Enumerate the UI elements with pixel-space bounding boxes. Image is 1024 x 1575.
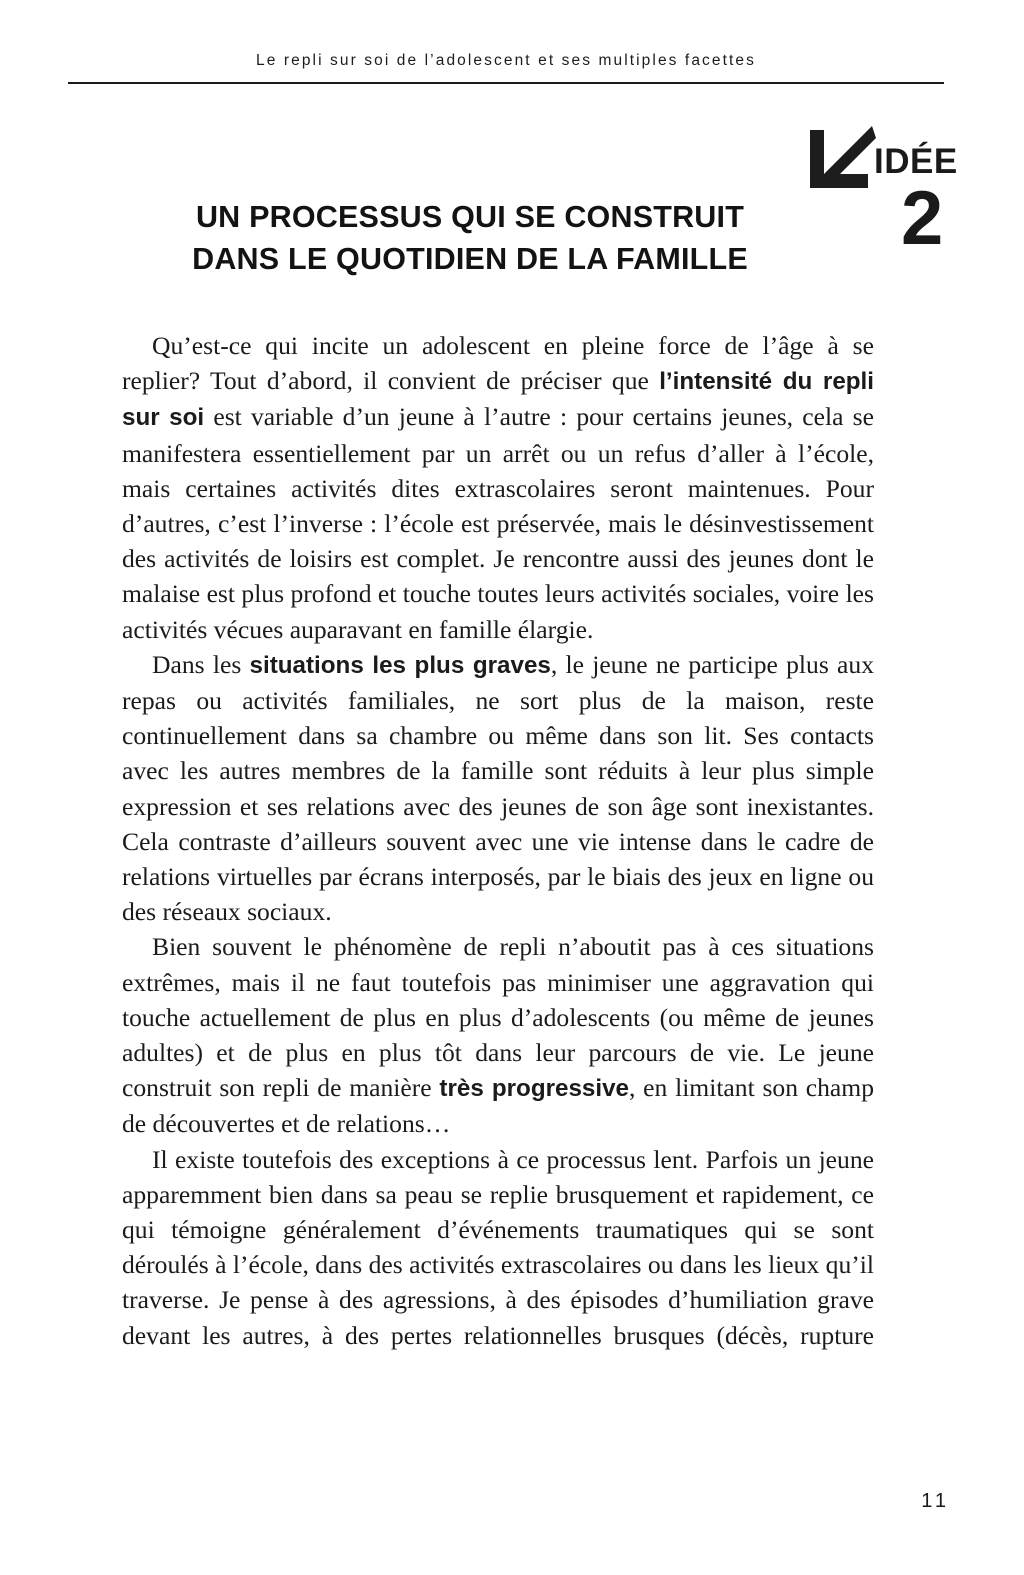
idea-number: 2 (901, 176, 944, 261)
paragraph-3-part-b: , en limitant son champ de découvertes et de relations… (122, 1073, 874, 1139)
paragraph-1-emphasis: l’intensité du repli sur soi (122, 368, 874, 432)
body-text (122, 328, 874, 1353)
running-head: Le repli sur soi de l’adolescent et ses multiples facettes (255, 52, 757, 69)
paragraph-3-emphasis: très progressive (439, 1075, 629, 1103)
paragraph-2 (122, 647, 874, 930)
page-number: 11 (921, 1490, 950, 1512)
header-rule (68, 82, 944, 84)
page-title-line-1: UN PROCESSUS QUI SE CONSTRUIT (195, 200, 745, 235)
paragraph-1 (122, 328, 874, 647)
paragraph-2-part-a: Dans les (152, 649, 250, 679)
paragraph-3-part-a: Bien souvent le phénomène de repli n’aboutit pas à ces situations extrêmes, mais il ne faut toutefois pas minimiser une aggravation qui touche actuellement de plus en plus d’adolescents (ou même de jeunes adultes) et de plus en plus tôt dans leur parcours de vie. Le jeune construit son repli de manière (122, 932, 874, 1103)
page-title (120, 196, 820, 280)
paragraph-2-part-b: , le jeune ne participe plus aux repas ou activités familiales, ne sort plus de la maison, reste continuellement dans sa chambre ou même dans son lit. Ses contacts avec les autres membres de la famille sont réduits à leur plus simple expression et ses relations avec des jeunes de son âge sont inexistantes. Cela contraste d’ailleurs souvent avec une vie intense dans le cadre de relations virtuelles par écrans interposés, par le biais des jeux en ligne ou des réseaux sociaux. (122, 649, 874, 927)
idea-badge (806, 126, 986, 266)
paragraph-1-part-b: est variable d’un jeune à l’autre : pour certains jeunes, cela se manifestera essentiellement par un arrêt ou un refus d’aller à l’école, mais certaines activités dites extrascolaires seront maintenues. Pour d’autres, c’est l’inverse : l’école est préservée, mais le désinvestissement des activités de loisirs est complet. Je rencontre aussi des jeunes dont le malaise est plus profond et touche toutes leurs activités sociales, voire les activités vécues auparavant en famille élargie. (122, 402, 874, 644)
paragraph-1-part-a: Qu’est-ce qui incite un adolescent en pleine force de l’âge à se replier? Tout d’abord, il convient de préciser que (122, 331, 874, 396)
arrow-down-left-icon (806, 126, 876, 192)
paragraph-2-emphasis: situations les plus graves (249, 651, 551, 679)
paragraph-4: Il existe toutefois des exceptions à ce processus lent. Parfois un jeune apparemment bien dans sa peau se replie brusquement et rapidement, ce qui témoigne généralement d’événements traumatiques qui se sont déroulés à l’école, dans des activités extrascolaires ou dans les lieux qu’il traverse. Je pense à des agressions, à des épisodes d’humiliation grave devant les autres, à des pertes relationnelles brusques (décès, rupture (122, 1144, 874, 1350)
paragraph-3 (122, 929, 874, 1141)
page-title-line-2: DANS LE QUOTIDIEN DE LA FAMILLE (192, 242, 748, 277)
idea-label: IDÉE (874, 142, 958, 181)
